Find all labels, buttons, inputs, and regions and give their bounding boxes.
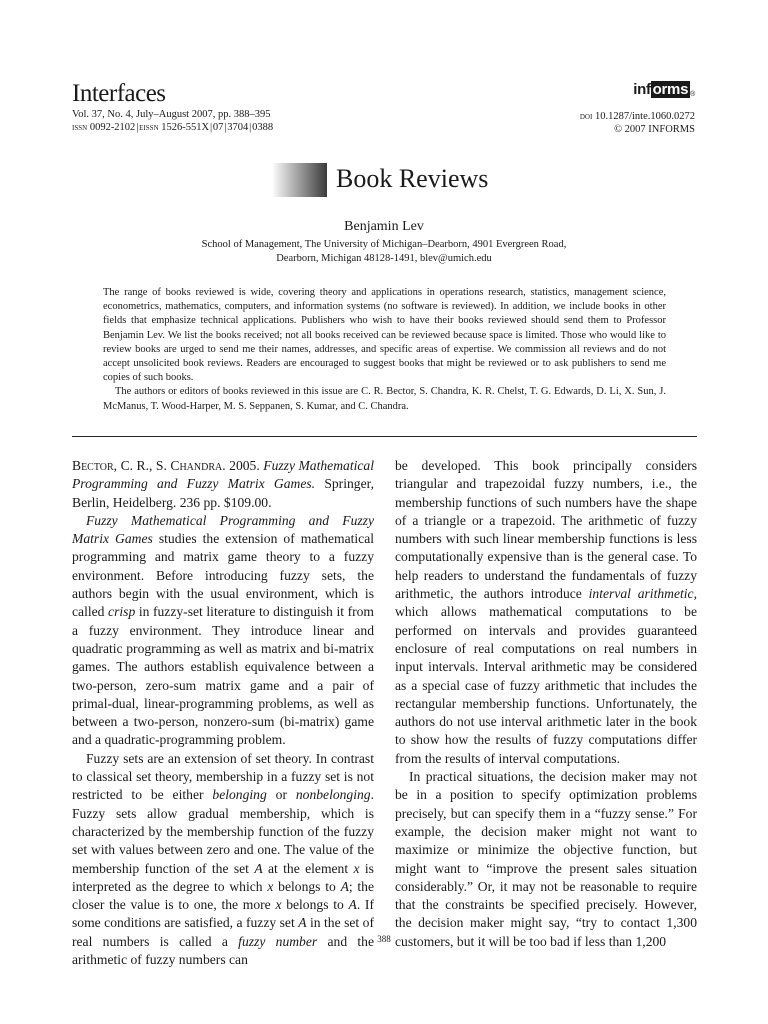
book-title-inline: Fuzzy Mathematical Programming and Fuzzy Matrix Games <box>72 512 374 547</box>
math-var: x <box>275 897 282 913</box>
review-publisher: Springer, Berlin, Heidelberg. 236 pp. $109.00. <box>72 476 374 510</box>
text-run: belongs to <box>278 878 336 894</box>
term-fuzzy-number: fuzzy number <box>238 933 318 949</box>
review-year: 2005. <box>229 458 260 473</box>
text-run: is interpreted as the degree to which <box>72 860 374 894</box>
term-interval-arithmetic: interval arithmetic, <box>588 586 697 602</box>
text-run: . Fuzzy sets allow gradual membership, which is characterized by the membership function of the fuzzy set with values between zero and one. The value of the membership function of the set <box>72 787 375 876</box>
math-var: A <box>298 915 307 931</box>
left-column <box>72 457 374 969</box>
text-run: ; the closer the value is to one, the more <box>72 878 375 913</box>
review-paragraph-1 <box>72 512 374 750</box>
logo-registered-mark: ® <box>690 91 695 98</box>
term-crisp: crisp <box>108 604 136 620</box>
eissn-label: eissn <box>139 122 159 133</box>
term-belonging: belonging <box>212 787 267 803</box>
doi-line <box>580 110 695 123</box>
volume-line: Vol. 37, No. 4, July–August 2007, pp. 388–395 <box>72 109 271 120</box>
journal-title: Interfaces <box>72 80 166 107</box>
copyright: © 2007 INFORMS <box>614 124 695 135</box>
text-run: at the element <box>267 860 349 876</box>
review-book-title: Fuzzy Mathematical Programming and Fuzzy Matrix Games. <box>72 458 374 492</box>
author-name: Benjamin Lev <box>344 219 424 234</box>
journal-meta <box>72 108 273 134</box>
math-var: A <box>254 860 263 876</box>
text-run-j: be developed. This book principally considers triangular and trapezoidal fuzzy numbers, i.e., the membership functions of such numbers have the shape of a triangle or a trapezoid. The arithmetic of fuzzy numbers with such linear membership functions is less computationally expensive than is the general case. To help readers to understand the fundamentals of fuzzy arithmetic, the authors introduce <box>395 458 697 602</box>
text-run: Fuzzy sets are an extension of set theory. In contrast to classical set theory, membership in a fuzzy set is not restricted to be either <box>72 750 374 803</box>
text-run: or <box>275 787 287 803</box>
text-run: belongs to <box>286 897 344 913</box>
doi-label: doi <box>579 111 593 122</box>
logo-text-box: orms <box>652 81 689 98</box>
doi-block <box>580 110 695 136</box>
text-run: . If some conditions are satisfied, a fuzzy set <box>72 897 374 931</box>
math-var: x <box>267 878 274 894</box>
issn-label: issn <box>72 122 88 133</box>
section-gradient-bar <box>273 163 327 197</box>
section-title: Book Reviews <box>336 164 489 193</box>
text-run: which allows mathematical computations to be performed on intervals and provides guaranteed enclosure of real computations on real numbers in input intervals. Interval arithmetic may be considered as a special case of fuzzy arithmetic that includes the rectangular membership functions. Unfortunately, the authors do not use interval arithmetic later in the book to show how the results of fuzzy computations differ from the results of interval computations. <box>395 604 697 766</box>
issn-line: issn 0092-2102 | eissn 1526-551X | 07 | 3704 | 0388 <box>72 122 274 133</box>
page-number: 388 <box>377 934 391 944</box>
math-var: x <box>353 860 360 876</box>
text-run: in the set of real numbers is called a <box>72 915 374 949</box>
intro-paragraph-2: The authors or editors of books reviewed in this issue are C. R. Bector, S. Chandra, K. R. Chelst, T. G. Edwards, D. Li, X. Sun, J. McManus, T. Wood-Harper, M. S. Seppanen, S. Kumar, and C. Chandra. <box>103 386 666 412</box>
horizontal-rule <box>72 436 697 437</box>
issn-value: 0092-2102 <box>89 122 136 133</box>
doi-value: 10.1287/inte.1060.0272 <box>594 111 695 122</box>
text-run: studies the extension of mathematical programming and matrix game theory to a fuzzy environment. Before introducing fuzzy sets, the authors begin with the usual environment, which is called <box>72 531 374 620</box>
term-nonbelonging: nonbelonging <box>295 787 371 803</box>
logo-text-left: inf <box>633 81 651 98</box>
text-run: in fuzzy-set literature to distinguish it from a fuzzy environment. They introduce linear and quadratic programming as well as matrix and bi-matrix games. The authors establish equivalence between a two-person, zero-sum matrix game and a pair of primal-dual, linear-programming problems, as well as between a two-person, nonzero-sum (bi-matrix) game and a quadratic-programming problem. <box>72 604 375 748</box>
author-affiliation <box>0 238 768 266</box>
review-authors: Bector, C. R., S. Chandra. <box>72 458 226 473</box>
review-paragraph-3: In practical situations, the decision maker may not be in a position to specify optimization problems precisely, but can specify them in a “fuzzy sense.” For example, the decision maker might not want to maximize or minimize the objective function, but might want to “improve the present sales situation considerably.” Or, it may not be reasonable to require that the constraints be specified precisely. However, the decision maker might say, “try to contact 1,300 customers, but it will be too bad if less than 1,200 <box>395 769 697 949</box>
intro-paragraph-1: The range of books reviewed is wide, covering theory and applications in operations research, statistics, management science, econometrics, mathematics, computers, and information systems (no software is reviewed). In addition, we include books in other fields that emphasize technical applications. Publishers who wish to have their books reviewed should send them to Professor Benjamin Lev. We list the books received; not all books received can be reviewed because space is limited. Those who would like to review books are urged to send me their names, addresses, and specific areas of expertise. We commission all reviews and do not accept unsolicited book reviews. Readers are encouraged to suggest books that might be reviewed or to ask publishers to send me copies of such books. <box>103 287 666 384</box>
informs-logo <box>633 81 695 98</box>
review-citation <box>72 457 374 512</box>
right-column <box>395 457 697 951</box>
eissn-value: 1526-551X | 07 | 3704 | 0388 <box>161 122 274 133</box>
math-var: A <box>340 878 349 894</box>
review-paragraph-2-cont <box>395 457 697 768</box>
intro-block <box>103 286 666 414</box>
affiliation-line-2: Dearborn, Michigan 48128-1491, blev@umich.edu <box>276 253 492 264</box>
math-var: A <box>348 897 357 913</box>
affiliation-line-1: School of Management, The University of Michigan–Dearborn, 4901 Evergreen Road, <box>201 239 567 250</box>
text-run-continued: and the arithmetic of fuzzy numbers can <box>72 933 375 968</box>
